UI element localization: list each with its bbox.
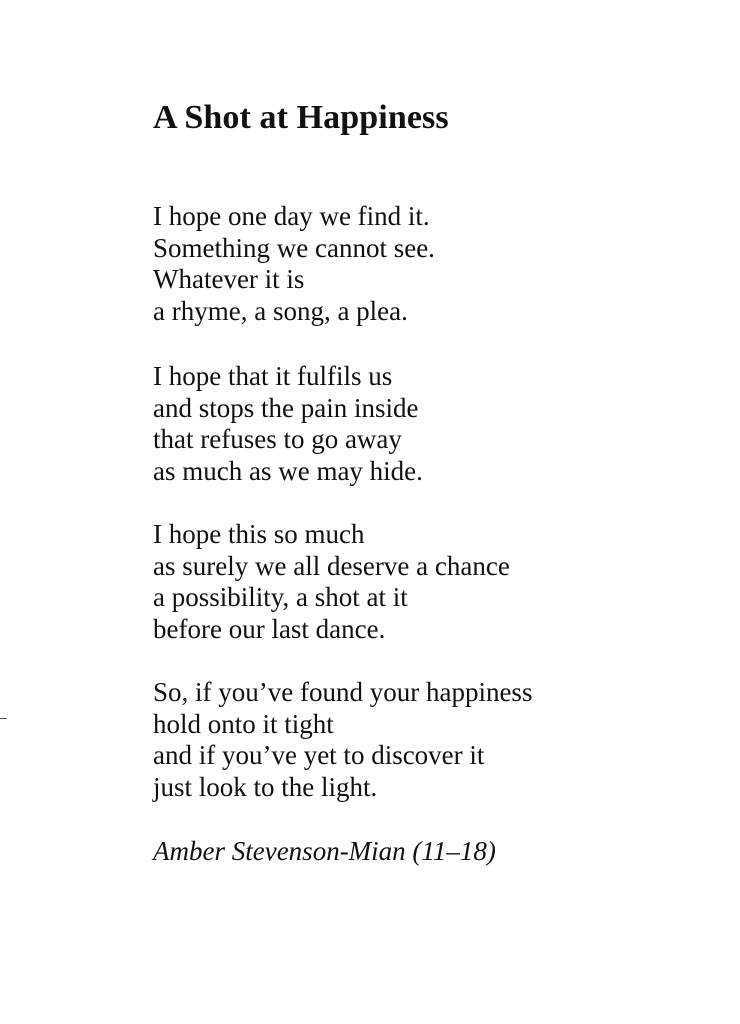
poem-stanza bbox=[153, 519, 510, 645]
poem-stanza bbox=[153, 677, 532, 803]
poem-line: hold onto it tight bbox=[153, 708, 334, 739]
margin-mark bbox=[0, 718, 7, 719]
poem-line: I hope one day we find it. bbox=[153, 201, 430, 231]
poem-line: as much as we may hide. bbox=[153, 455, 423, 486]
poem-line: I hope that it fulfils us bbox=[153, 361, 393, 391]
poem-line: as surely we all deserve a chance bbox=[153, 550, 510, 581]
poem-author: Amber Stevenson-Mian (11–18) bbox=[153, 836, 496, 866]
poem-line: a possibility, a shot at it bbox=[153, 582, 408, 612]
poem-line: Something we cannot see. bbox=[153, 232, 435, 263]
poem-line: a rhyme, a song, a plea. bbox=[153, 295, 408, 326]
poem-line: and stops the pain inside bbox=[153, 392, 419, 423]
poem-line: and if you’ve yet to discover it bbox=[153, 740, 485, 770]
poem-line: just look to the light. bbox=[153, 771, 378, 802]
poem-title: A Shot at Happiness bbox=[153, 99, 449, 136]
poem-line: So, if you’ve found your happiness bbox=[153, 677, 533, 707]
poem-line: I hope this so much bbox=[153, 519, 365, 549]
poem-line: Whatever it is bbox=[153, 264, 305, 294]
poem-line: before our last dance. bbox=[153, 613, 386, 644]
poem-line: that refuses to go away bbox=[153, 424, 402, 454]
poem-stanza bbox=[153, 361, 423, 487]
poem-stanza bbox=[153, 201, 435, 327]
